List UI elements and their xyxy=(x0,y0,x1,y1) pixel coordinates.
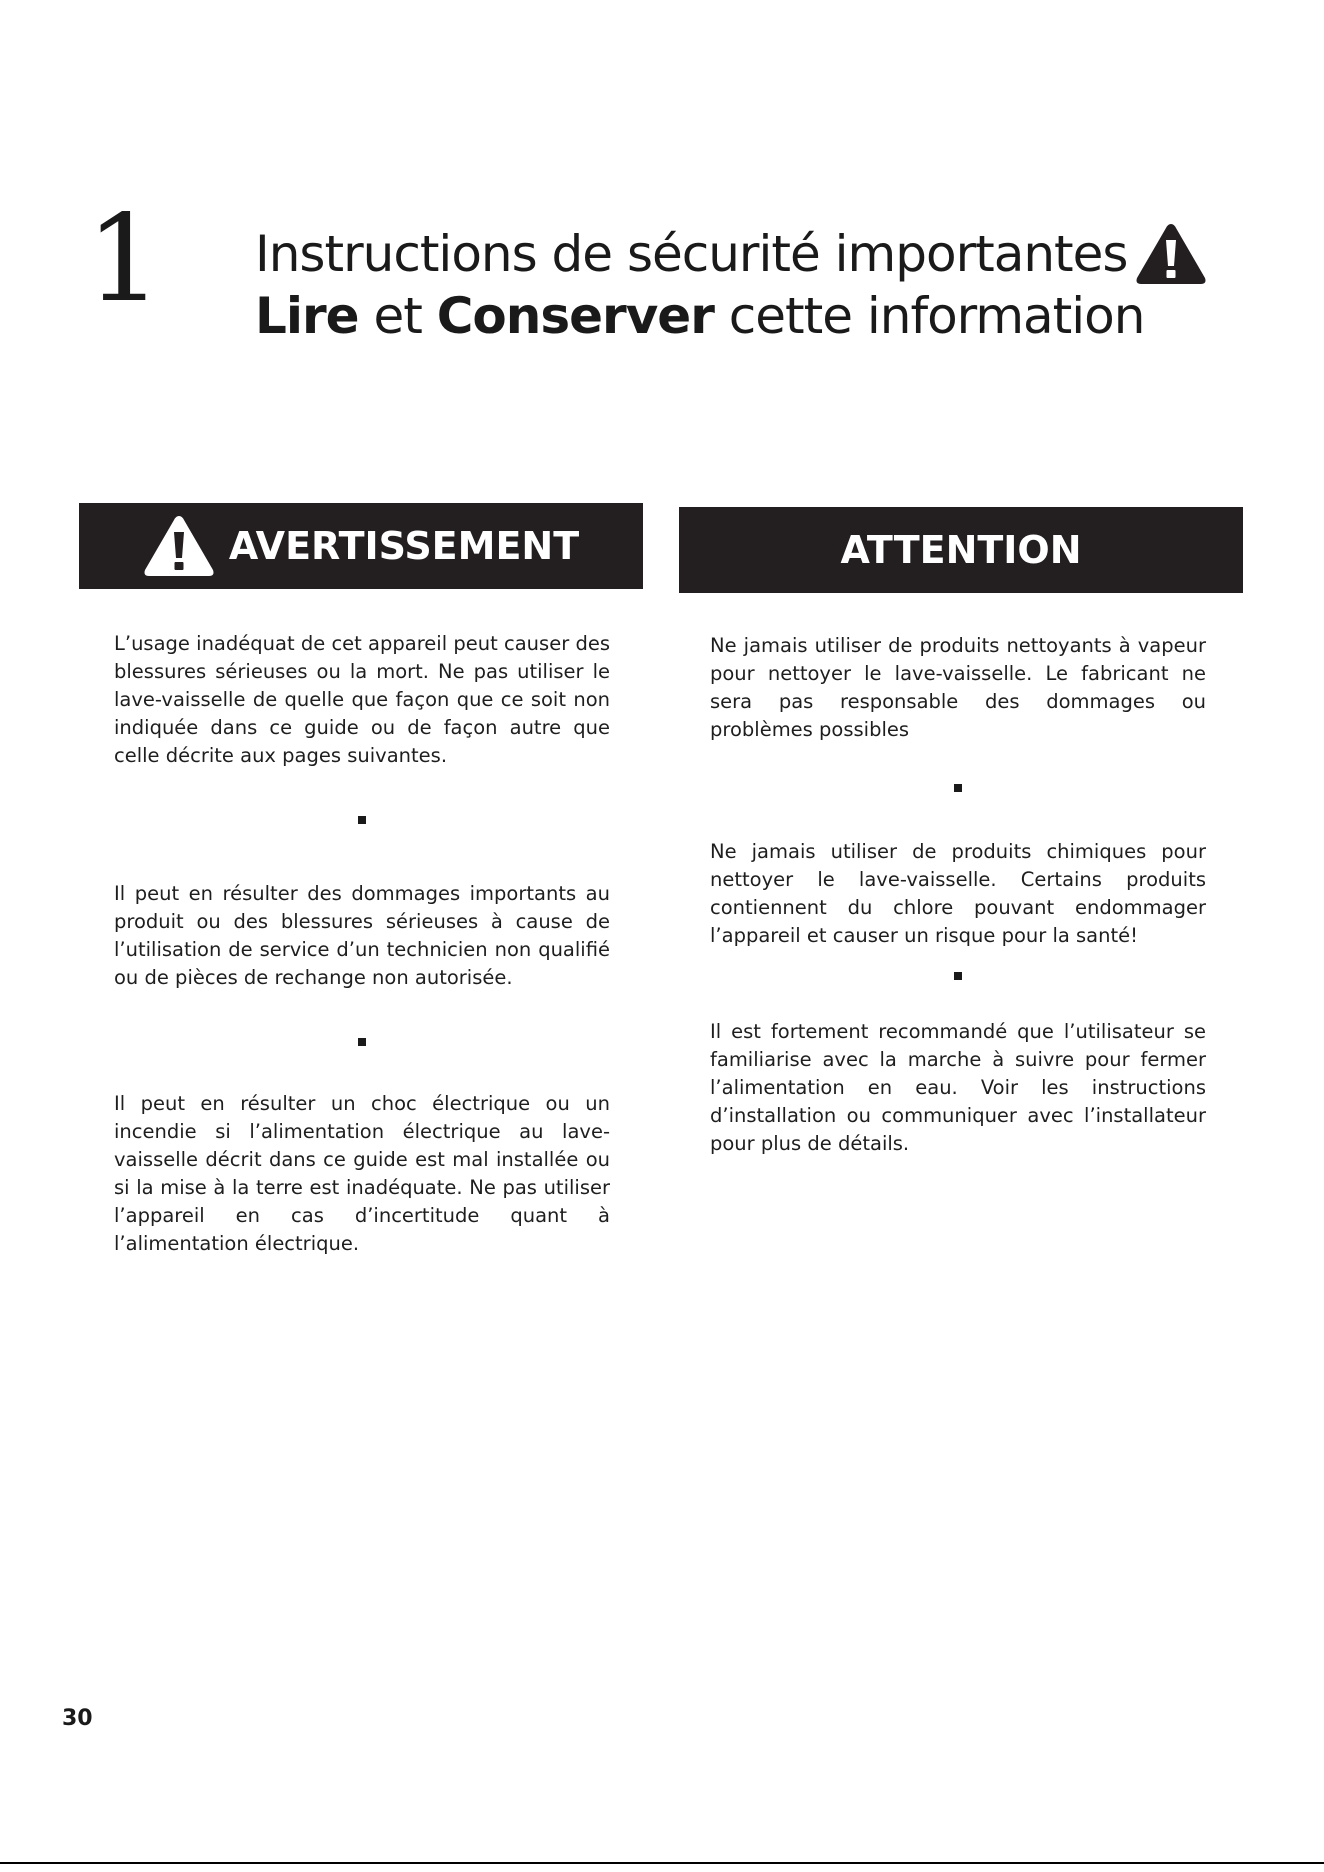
warning-triangle-icon xyxy=(143,514,215,578)
caution-heading: ATTENTION xyxy=(840,528,1082,572)
title-text: Instructions de sécurité importantes xyxy=(255,225,1128,283)
separator-bullet xyxy=(954,972,962,980)
title-emphasis-read: Lire xyxy=(255,287,359,345)
separator-bullet xyxy=(358,816,366,824)
warning-paragraph: Il peut en résulter un choc électrique ou un incendie si l’alimentation électrique au lave-vaisselle décrit dans ce guide est mal installée ou si la mise à la terre est inadéquate. Ne pas utiliser l’appareil en cas d’incertitude quant à l’alimentation électrique. xyxy=(114,1092,610,1255)
page-number: 30 xyxy=(62,1706,93,1731)
title-emphasis-keep: Conserver xyxy=(436,287,714,345)
title-line-2 xyxy=(255,286,1207,346)
warning-paragraph: L’usage inadéquat de cet appareil peut causer des blessures sérieuses ou la mort. Ne pas utiliser le lave-vaisselle de quelle que façon que ce soit non indiquée dans ce guide ou de façon autre que celle décrite aux pages suivantes. xyxy=(114,632,610,767)
title-connector: et xyxy=(358,287,437,345)
bottom-rule xyxy=(0,1862,1324,1864)
caution-paragraph: Ne jamais utiliser de produits nettoyants à vapeur pour nettoyer le lave-vaisselle. Le fabricant ne sera pas responsable des dommages ou problèmes possibles xyxy=(710,634,1206,741)
page-title xyxy=(255,222,1207,346)
chapter-number: 1 xyxy=(86,190,159,329)
caution-paragraph: Ne jamais utiliser de produits chimiques pour nettoyer le lave-vaisselle. Certains produits contiennent du chlore pouvant endommager l’appareil et causer un risque pour la santé! xyxy=(710,840,1206,947)
warning-banner xyxy=(79,503,643,589)
warning-column xyxy=(114,630,610,1258)
caution-paragraph: Il est fortement recommandé que l’utilisateur se familiarise avec la marche à suivre pour fermer l’alimentation en eau. Voir les instructions d’installation ou communiquer avec l’installateur pour plus de détails. xyxy=(710,1020,1206,1155)
caution-banner xyxy=(679,507,1243,593)
separator-bullet xyxy=(954,784,962,792)
title-suffix: cette information xyxy=(713,287,1145,345)
warning-heading: AVERTISSEMENT xyxy=(228,524,580,568)
caution-column xyxy=(710,632,1206,1158)
separator-bullet xyxy=(358,1038,366,1046)
warning-triangle-icon xyxy=(1135,222,1207,286)
title-line-1 xyxy=(255,222,1207,286)
warning-paragraph: Il peut en résulter des dommages importants au produit ou des blessures sérieuses à cause de l’utilisation de service d’un technicien non qualifié ou de pièces de rechange non autorisée. xyxy=(114,882,610,989)
